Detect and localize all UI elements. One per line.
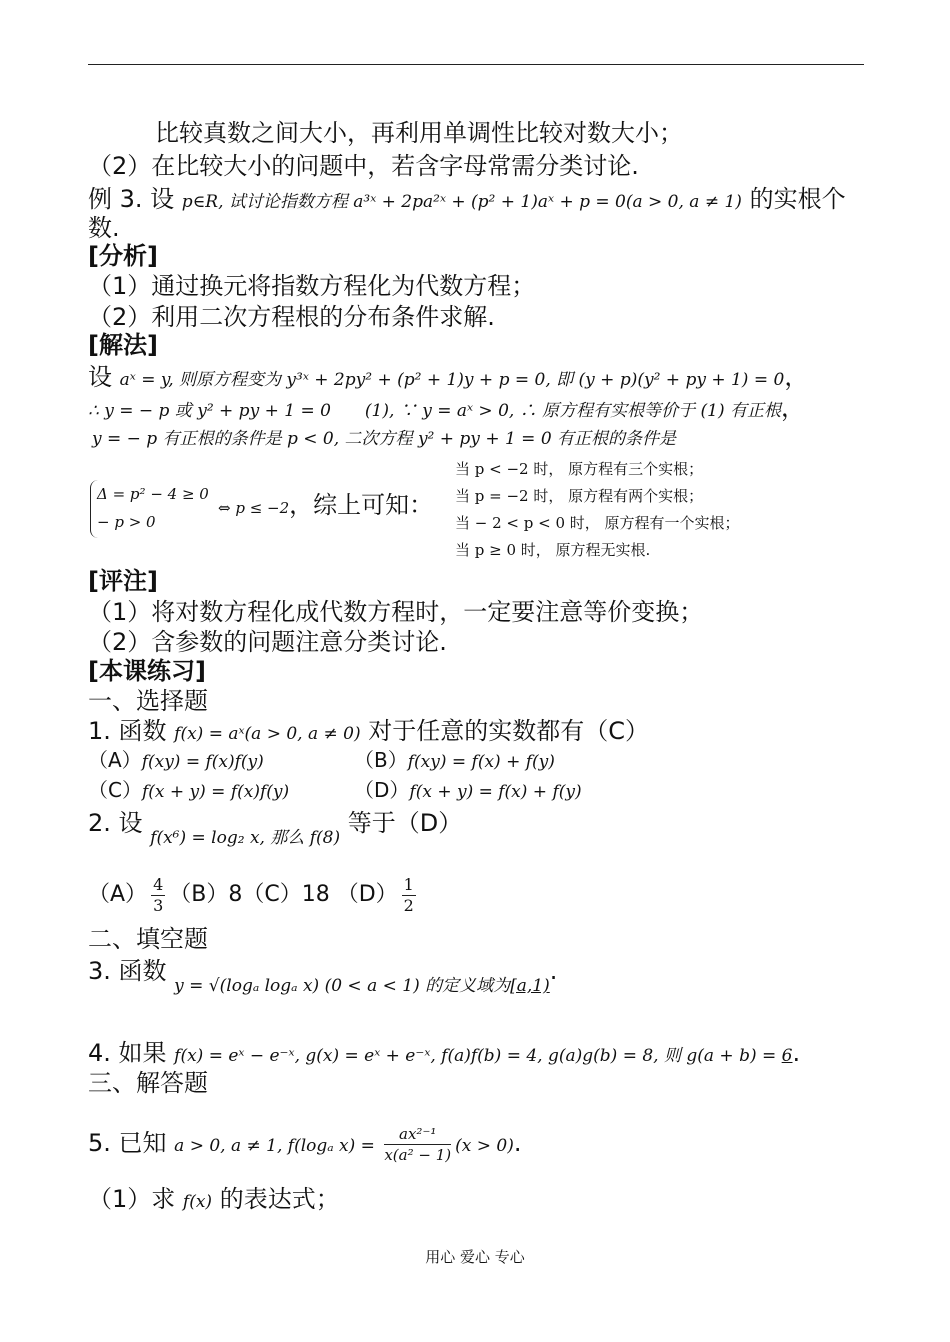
case-conclusion: ⇔ p ≤ −2，综上可知：	[218, 491, 434, 519]
fraction: $\frac{\text{ax²⁻¹}}{\text{x(a² − 1)}}$	[384, 1124, 452, 1164]
page-footer: 用心 爱心 专心	[425, 1248, 525, 1266]
section-heading-analysis: [分析]	[88, 242, 158, 270]
section-heading-comment: [评注]	[88, 567, 158, 595]
section-heading-practice: [本课练习]	[88, 657, 206, 685]
question-4: 4. 如果 f(x) = eˣ − e⁻ˣ, g(x) = eˣ + e⁻ˣ, f(a)f(b) = 4, g(a)g(b) = 8, 则 g(a + b) = 6.	[88, 1039, 801, 1067]
text-line: （1）通过换元将指数方程化为代数方程；	[88, 272, 536, 300]
example-3-equation: p∈R, 试讨论指数方程 a³ˣ + 2pa²ˣ + (p² + 1)aˣ + p = 0(a > 0, a ≠ 1)	[181, 192, 742, 212]
text-line: （1）将对数方程化成代数方程时，一定要注意等价变换；	[88, 598, 704, 626]
solution-line: ∴ y = − p 或 y² + py + 1 = 0 (1), ∵ y = aˣ > 0, ∴ 原方程有实根等价于 (1) 有正根，	[88, 394, 805, 422]
solution-line: y = − p 有正根的条件是 p < 0, 二次方程 y² + py + 1 = 0 有正根的条件是	[92, 429, 677, 449]
question-5-part-1: （1）求 f(x) 的表达式；	[88, 1185, 340, 1213]
question-1-option-c: （C）f(x + y) = f(x)f(y)	[88, 778, 290, 802]
text-line: 比较真数之间大小，再利用单调性比较对数大小；	[155, 119, 683, 147]
case-system: Δ = p² − 4 ≥ 0 − p > 0	[90, 480, 209, 538]
fraction: $\frac{4}{3}$	[153, 874, 164, 915]
text-line: 数.	[88, 214, 120, 242]
question-1: 1. 函数 f(x) = aˣ(a > 0, a ≠ 0) 对于任意的实数都有（C）	[88, 717, 649, 745]
question-1-option-b: （B）f(xy) = f(x) + f(y)	[354, 748, 555, 772]
header-rule	[88, 64, 864, 65]
section-title: 二、填空题	[88, 925, 208, 953]
answer-blank: 6	[781, 1046, 793, 1066]
text-line: （2）含参数的问题注意分类讨论.	[88, 628, 447, 656]
question-3: 3. 函数 $_{y = √(log_a log_a x) (0 < a < 1) 的定义域为[a,1)}$.	[88, 957, 558, 996]
question-2-options: （A） $\frac{4}{3}$ （B）8（C）18 （D） $\frac{1}{2}$	[88, 874, 414, 915]
case-results: 当 p < −2 时， 原方程有三个实根； 当 p = −2 时， 原方程有两个实根； 当 − 2 < p < 0 时， 原方程有一个实根； 当 p ≥ 0 时， 原方程无实根.	[455, 460, 740, 559]
solution-line: 设 aˣ = y, 则原方程变为 y³ˣ + 2py² + (p² + 1)y + p = 0, 即 (y + p)(y² + py + 1) = 0，	[88, 363, 809, 391]
question-5: 5. 已知 a > 0, a ≠ 1, f(logₐ x) = $\frac{\text{ax²⁻¹}}{\text{x(a² − 1)}}$ (x > 0).	[88, 1124, 522, 1164]
section-title: 一、选择题	[88, 687, 208, 715]
text-line: （2）利用二次方程根的分布条件求解.	[88, 303, 495, 331]
fraction: $\frac{1}{2}$	[403, 874, 414, 915]
example-3-line: 例 3. 设 p∈R, 试讨论指数方程 a³ˣ + 2pa²ˣ + (p² + 1)aˣ + p = 0(a > 0, a ≠ 1) 的实根个	[88, 185, 846, 213]
section-title: 三、解答题	[88, 1069, 208, 1097]
question-2: 2. 设 $_{f(x^6) = log_2 x, 那么 f(8)}$ 等于（D）	[88, 809, 463, 848]
section-heading-solution: [解法]	[88, 331, 158, 359]
question-1-options-ab: （A）f(xy) = f(x)f(y)	[88, 748, 264, 772]
answer-blank: [a,1)	[510, 976, 550, 996]
question-1-option-d: （D）f(x + y) = f(x) + f(y)	[354, 778, 582, 802]
text-line: （2）在比较大小的问题中，若含字母常需分类讨论.	[88, 152, 639, 180]
